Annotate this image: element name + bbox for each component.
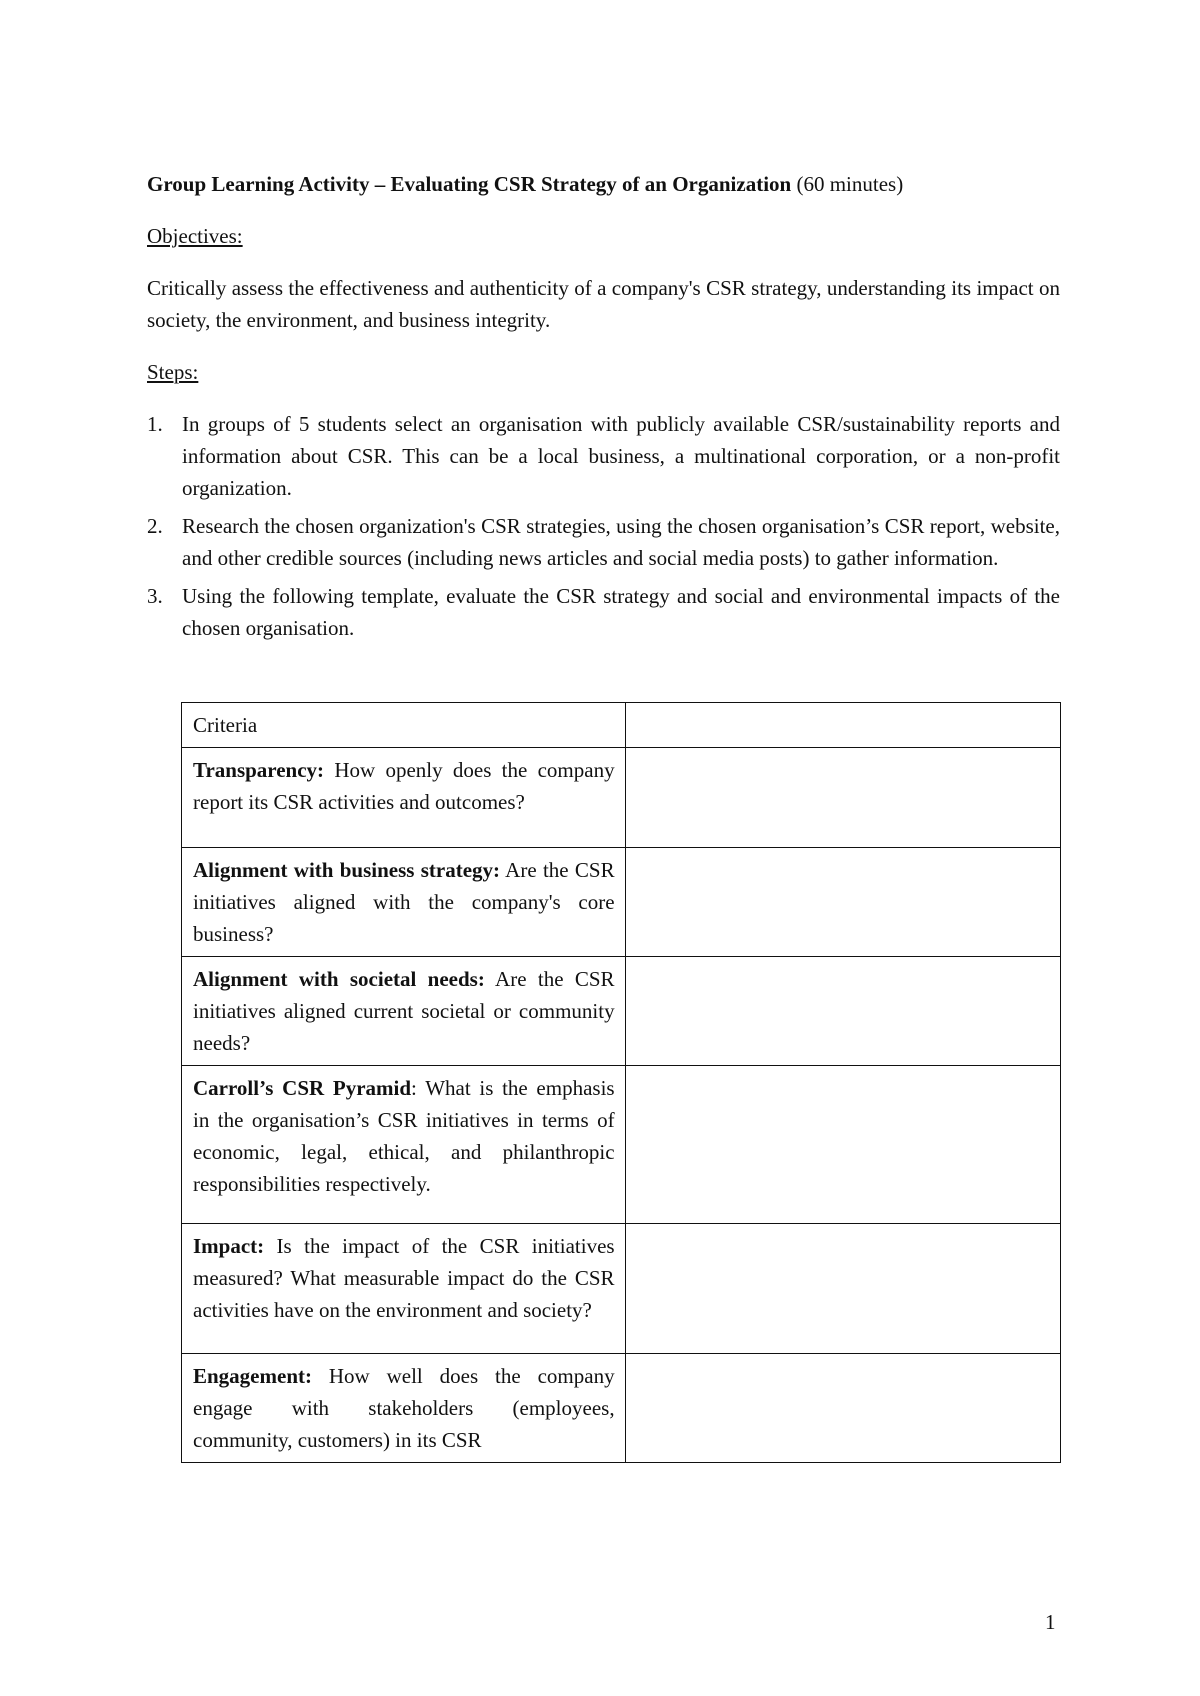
step-text: In groups of 5 students select an organisation with publicly available CSR/sustainability reports and information about CSR. This can be a local business, a multinational corporation, or a non-profit organization. bbox=[182, 412, 1060, 500]
step-number: 2. bbox=[147, 514, 163, 538]
document-body bbox=[147, 168, 1060, 650]
criteria-question: Are the CSR initiatives aligned current societal or community needs? bbox=[193, 967, 615, 1055]
table-row bbox=[182, 957, 1061, 1066]
criteria-term: Transparency: bbox=[193, 758, 325, 782]
objectives-text: Critically assess the effectiveness and authenticity of a company's CSR strategy, understanding its impact on society, the environment, and business integrity. bbox=[147, 276, 1060, 332]
criteria-cell bbox=[182, 1354, 626, 1463]
criteria-term: Impact: bbox=[193, 1234, 265, 1258]
table-row bbox=[182, 848, 1061, 957]
table-row bbox=[182, 748, 1061, 848]
step-item bbox=[147, 510, 1060, 574]
table-header-row bbox=[182, 703, 1061, 748]
step-item bbox=[147, 408, 1060, 504]
criteria-term: Alignment with business strategy: bbox=[193, 858, 501, 882]
criteria-cell bbox=[182, 748, 626, 848]
table-row bbox=[182, 1224, 1061, 1354]
evaluation-cell[interactable] bbox=[625, 848, 1060, 957]
criteria-term: Alignment with societal needs: bbox=[193, 967, 485, 991]
criteria-cell bbox=[182, 957, 626, 1066]
criteria-term: Carroll’s CSR Pyramid bbox=[193, 1076, 412, 1100]
criteria-header-cell: Criteria bbox=[182, 703, 626, 748]
criteria-question: Is the impact of the CSR initiatives measured? What measurable impact do the CSR activities have on the environment and society? bbox=[193, 1234, 615, 1322]
evaluation-cell[interactable] bbox=[625, 1066, 1060, 1224]
evaluation-cell[interactable] bbox=[625, 703, 1060, 748]
step-number: 3. bbox=[147, 584, 163, 608]
objectives-heading: Objectives: bbox=[147, 224, 243, 248]
steps-heading: Steps: bbox=[147, 360, 199, 384]
table-row bbox=[182, 1354, 1061, 1463]
criteria-question: Are the CSR initiatives aligned with the company's core business? bbox=[193, 858, 615, 946]
steps-list bbox=[147, 408, 1060, 644]
step-number: 1. bbox=[147, 412, 163, 436]
criteria-question: How openly does the company report its CSR activities and outcomes? bbox=[193, 758, 615, 814]
step-item bbox=[147, 580, 1060, 644]
title-duration: (60 minutes) bbox=[791, 172, 904, 196]
criteria-table bbox=[181, 702, 1061, 1463]
criteria-cell bbox=[182, 1066, 626, 1224]
evaluation-cell[interactable] bbox=[625, 1354, 1060, 1463]
criteria-cell bbox=[182, 1224, 626, 1354]
criteria-question: : What is the emphasis in the organisation’s CSR initiatives in terms of economic, legal, ethical, and philanthropic responsibilities respectively. bbox=[193, 1076, 615, 1196]
table-row bbox=[182, 1066, 1061, 1224]
page-number: 1 bbox=[1045, 1610, 1056, 1634]
step-text: Research the chosen organization's CSR strategies, using the chosen organisation’s CSR report, website, and other credible sources (including news articles and social media posts) to gather information. bbox=[182, 514, 1060, 570]
criteria-question: How well does the company engage with stakeholders (employees, community, customers) in its CSR bbox=[193, 1364, 615, 1452]
criteria-cell bbox=[182, 848, 626, 957]
evaluation-cell[interactable] bbox=[625, 748, 1060, 848]
criteria-term: Engagement: bbox=[193, 1364, 312, 1388]
title-bold-text: Group Learning Activity – Evaluating CSR Strategy of an Organization bbox=[147, 172, 792, 196]
evaluation-cell[interactable] bbox=[625, 1224, 1060, 1354]
document-title bbox=[147, 168, 1060, 200]
evaluation-cell[interactable] bbox=[625, 957, 1060, 1066]
step-text: Using the following template, evaluate the CSR strategy and social and environmental impacts of the chosen organisation. bbox=[182, 584, 1060, 640]
